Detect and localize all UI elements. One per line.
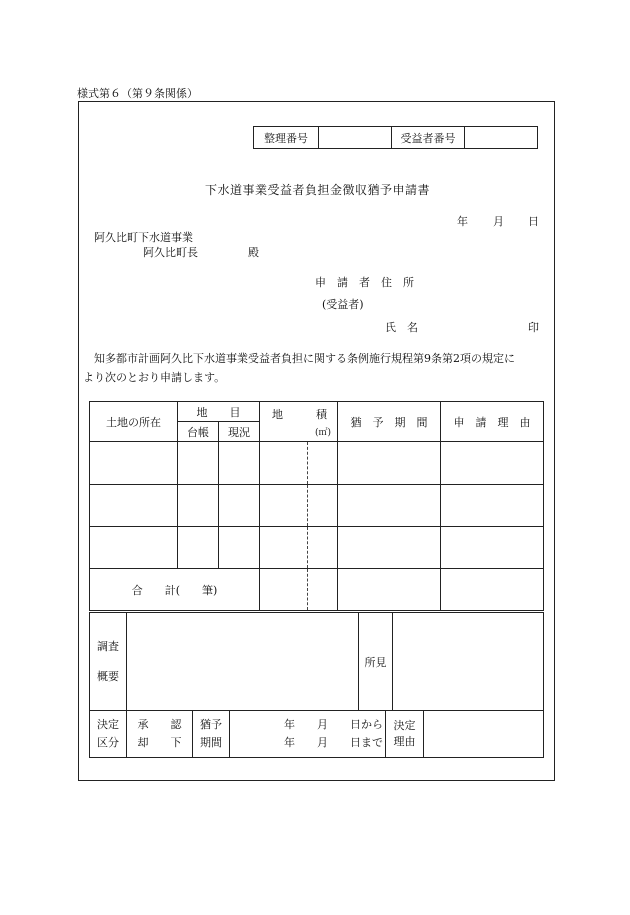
grace-period-label	[193, 711, 230, 758]
decision-options[interactable]	[127, 711, 193, 758]
header-reason: 申 請 理 由	[441, 402, 544, 442]
header-period: 猶 予 期 間	[338, 402, 441, 442]
survey-field[interactable]	[127, 613, 359, 711]
reject-option[interactable]: 却 下	[137, 736, 182, 749]
land-table	[89, 401, 544, 611]
decision-label-1: 決定	[97, 718, 119, 731]
table-row	[90, 527, 544, 569]
date-month: 月	[493, 215, 504, 228]
jueki-number-field[interactable]	[465, 127, 538, 149]
seal-mark: 印	[528, 321, 539, 334]
applicant-address-label: 申 請 者 住 所	[315, 276, 414, 289]
grace-label-2: 期間	[200, 736, 222, 749]
header-genkyo: 現況	[219, 422, 260, 442]
addressee-mayor: 阿久比町長	[143, 246, 198, 259]
form-number-label: 様式第６（第９条関係）	[77, 87, 198, 100]
header-daicho: 台帳	[178, 422, 219, 442]
grace-label-1: 猶予	[200, 718, 222, 731]
addressee-org: 阿久比町下水道事業	[94, 231, 193, 244]
header-area-unit: (㎡)	[314, 428, 331, 438]
table-row	[90, 442, 544, 485]
total-prefix: 合 計(	[131, 583, 180, 597]
grace-until: 年 月 日まで	[284, 736, 383, 749]
decision-reason-label	[386, 711, 424, 758]
jueki-number-label: 受益者番号	[392, 127, 465, 149]
survey-label-2: 概要	[97, 669, 119, 683]
decision-category-label	[90, 711, 127, 758]
header-area-label: 地 積	[272, 408, 327, 421]
opinion-label: 所見	[359, 613, 393, 711]
survey-table	[89, 612, 544, 711]
header-area	[260, 402, 338, 442]
decision-table	[89, 710, 544, 758]
opinion-field[interactable]	[393, 613, 544, 711]
date-year: 年	[457, 215, 468, 228]
date-day: 日	[528, 215, 539, 228]
applicant-name-label: 氏 名	[385, 321, 418, 334]
approve-option[interactable]: 承 認	[137, 718, 182, 731]
grace-from: 年 月 日から	[284, 718, 383, 731]
total-label	[90, 569, 260, 611]
decision-reason-field[interactable]	[424, 711, 544, 758]
body-text-line2: より次のとおり申請します。	[83, 371, 226, 384]
survey-label-1: 調査	[97, 639, 119, 653]
survey-label	[90, 613, 127, 711]
body-text-line1: 知多都市計画阿久比下水道事業受益者負担に関する条例施行規程第9条第2項の規定に	[94, 352, 515, 365]
decision-reason-2: 理由	[393, 735, 416, 748]
header-chimoku: 地 目	[178, 402, 260, 422]
document-title: 下水道事業受益者負担金徴収猶予申請書	[205, 183, 431, 197]
total-suffix: 筆)	[202, 583, 218, 597]
header-number-box	[253, 126, 538, 149]
table-row	[90, 485, 544, 527]
grace-period-dates[interactable]	[230, 711, 386, 758]
seiri-number-label: 整理番号	[254, 127, 319, 149]
header-location: 土地の所在	[90, 402, 178, 442]
decision-reason-1: 決定	[393, 719, 416, 732]
seiri-number-field[interactable]	[319, 127, 392, 149]
total-row	[90, 569, 544, 611]
decision-label-2: 区分	[97, 736, 119, 749]
applicant-beneficiary: (受益者)	[322, 298, 364, 311]
addressee-honorific: 殿	[248, 246, 259, 259]
